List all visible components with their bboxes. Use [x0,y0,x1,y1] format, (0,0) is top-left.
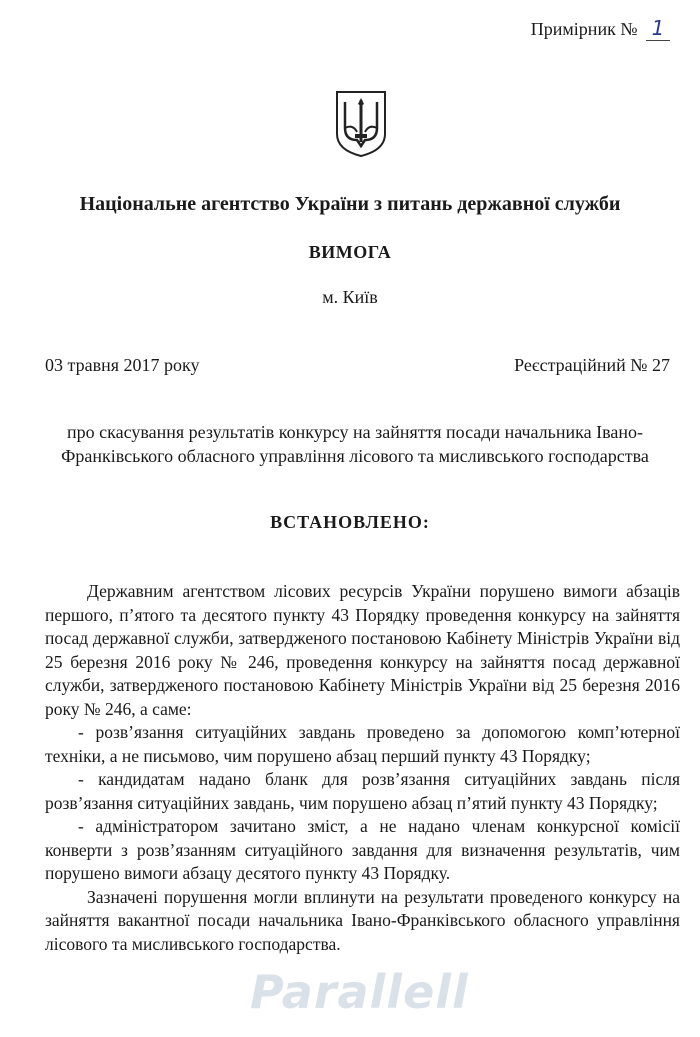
watermark: Parallell [250,965,469,1019]
document-type: ВИМОГА [308,242,392,262]
document-subject: про скасування результатів конкурсу на зайняття посади начальника Івано-Франківського обласного управління лісового та мисливського господарства [61,422,649,466]
document-date: 03 травня 2017 року [45,355,200,375]
registration-number: Реєстраційний № 27 [514,355,670,375]
paragraph: Державним агентством лісових ресурсів України порушено вимоги абзаців першого, п’ятого та десятого пункту 43 Порядку проведення конкурсу на зайняття посад державної служби, затвердженого постановою Кабінету Міністрів України від 25 березня 2016 року № 246, проведення конкурсу на зайняття посад державної служби, затвердженого постановою Кабінету Міністрів України від 25 березня 2016 року № 246, а саме: [45,581,680,719]
copy-number-line [531,16,670,41]
paragraph: Зазначені порушення могли вплинути на результати проведеного конкурсу на зайняття вакантної посади начальника Івано-Франківського обласного управління лісового та мисливського господарства. [45,886,680,954]
established-heading: ВСТАНОВЛЕНО: [270,512,430,532]
paragraph-bullet: - кандидатам надано бланк для розв’язання ситуаційних завдань після розв’язання ситуаційних завдань, чим порушено абзац п’ятий пункту 43 Порядку; [45,769,680,813]
paragraph-bullet: - адміністратором зачитано зміст, а не надано членам конкурсної комісії конверти з розв’язанням ситуаційного завдання для визначення результатів, чим порушено вимоги абзацу десятого пункту 43 Порядку. [45,816,680,883]
copy-number-handwritten: 1 [646,16,670,41]
trident-coat-of-arms-icon [335,90,387,158]
agency-title: Національне агентство України з питань державної служби [79,193,621,215]
city: м. Київ [322,287,378,307]
paragraph-bullet: - розв’язання ситуаційних завдань проведено за допомогою комп’ютерної техніки, а не письмово, чим порушено абзац перший пункту 43 Порядку; [45,722,680,766]
copy-number-label: Примірник № [530,19,638,39]
document-body [45,580,680,956]
